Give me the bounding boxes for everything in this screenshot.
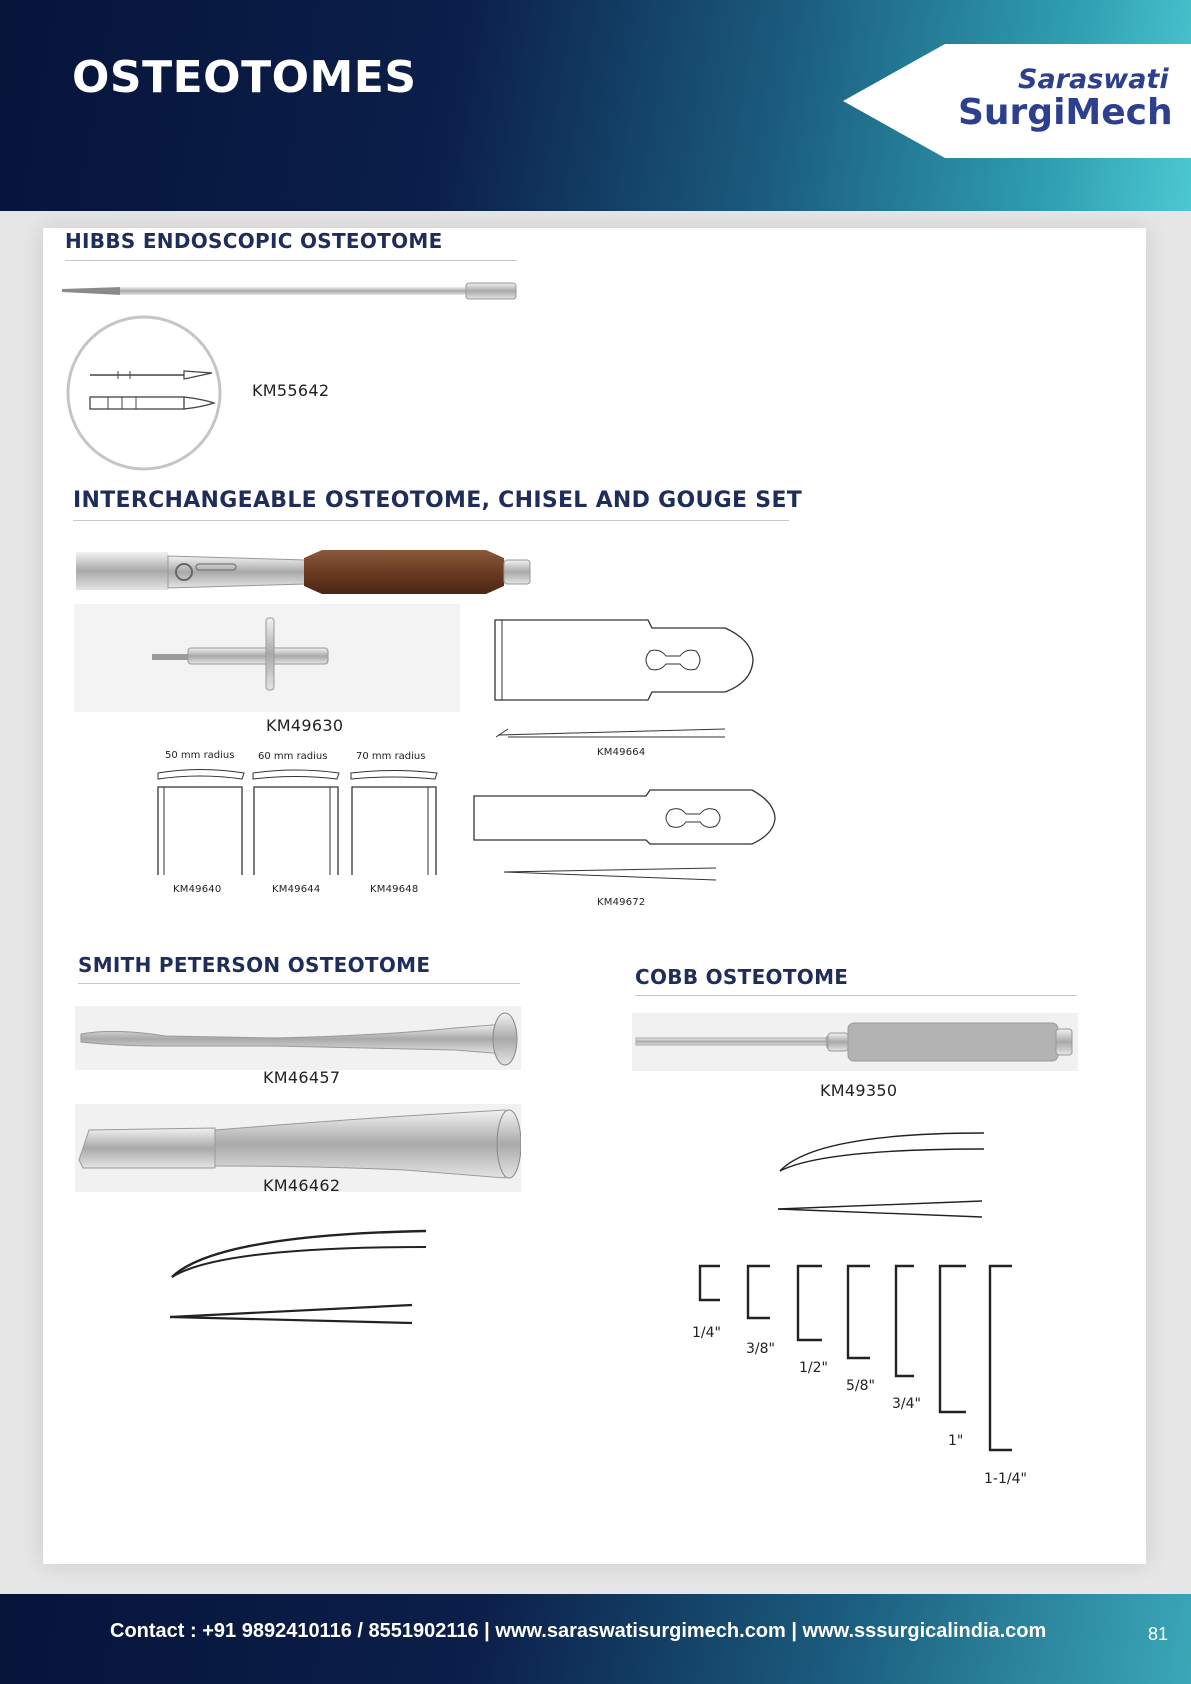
cobb-osteotome-image <box>632 1013 1078 1071</box>
product-code-smith-peterson: KM46457 <box>263 1068 341 1087</box>
product-code-gouge: KM49640 <box>173 884 222 895</box>
blade-size-label: 1/4" <box>692 1325 721 1341</box>
blade-size-label: 3/4" <box>892 1396 921 1412</box>
product-code-gouge: KM49648 <box>370 884 419 895</box>
gouge-radius-label: 70 mm radius <box>356 751 426 762</box>
section-title-smith-peterson: SMITH PETERSON OSTEOTOME <box>78 953 431 977</box>
product-code-flat-blade: KM49664 <box>597 747 646 758</box>
cobb-profile-drawing <box>776 1125 988 1221</box>
section-rule <box>78 983 520 984</box>
blade-size-label: 3/8" <box>746 1341 775 1357</box>
product-code-handle: KM49630 <box>266 716 344 735</box>
blade-size-label: 1/2" <box>799 1360 828 1376</box>
section-title-hibbs: HIBBS ENDOSCOPIC OSTEOTOME <box>65 229 443 253</box>
section-rule <box>635 995 1077 996</box>
blade-size-label: 5/8" <box>846 1378 875 1394</box>
blade-size-label: 1" <box>948 1433 964 1449</box>
smith-peterson-profile-drawing <box>166 1225 428 1335</box>
section-rule <box>65 260 517 261</box>
product-code-pointed-blade: KM49672 <box>597 897 646 908</box>
logo-line1: Saraswati <box>1018 64 1169 95</box>
section-rule <box>73 520 789 521</box>
product-code-smith-peterson: KM46462 <box>263 1176 341 1195</box>
cobb-blade-sizes-drawing <box>690 1260 1020 1460</box>
hibbs-tip-detail-image <box>64 313 224 473</box>
gouge-radius-label: 50 mm radius <box>165 750 235 761</box>
contact-info: Contact : +91 9892410116 / 8551902116 | www.saraswatisurgimech.com | www.sssurgicalindia.com <box>110 1620 1047 1642</box>
t-handle-key-image <box>74 604 460 712</box>
product-code-hibbs: KM55642 <box>252 381 330 400</box>
hibbs-osteotome-image <box>62 280 518 302</box>
pointed-osteotome-blade-drawing <box>468 786 778 886</box>
blade-size-label: 1-1/4" <box>984 1471 1027 1487</box>
product-code-cobb: KM49350 <box>820 1081 898 1100</box>
gouge-radius-label: 60 mm radius <box>258 751 328 762</box>
smith-peterson-curved-image <box>75 1006 521 1070</box>
osteotome-with-handle-image <box>76 546 536 598</box>
page-number: 81 <box>1148 1624 1169 1644</box>
section-title-cobb: COBB OSTEOTOME <box>635 965 849 989</box>
product-code-gouge: KM49644 <box>272 884 321 895</box>
logo-line2: SurgiMech <box>958 92 1173 133</box>
page-title: OSTEOTOMES <box>72 52 417 103</box>
section-title-interchangeable: INTERCHANGEABLE OSTEOTOME, CHISEL AND GOUGE SET <box>73 488 803 513</box>
flat-chisel-blade-drawing <box>460 610 760 745</box>
gouge-blades-drawing <box>150 765 450 880</box>
